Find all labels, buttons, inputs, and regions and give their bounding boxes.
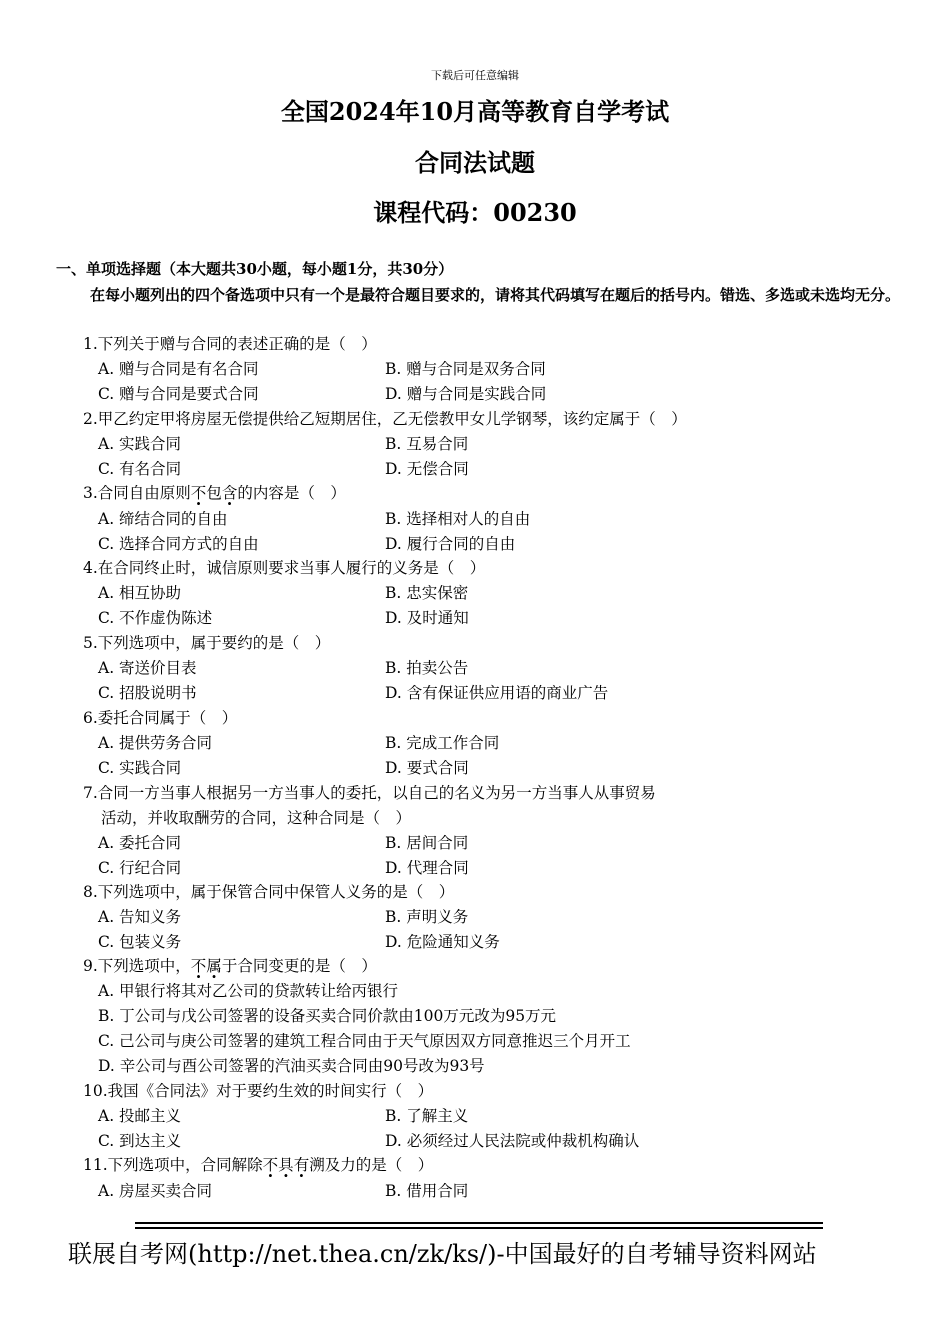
option-a: A. 房屋买卖合同: [98, 1182, 213, 1200]
emphasis-char: 不: [190, 484, 207, 502]
top-note: 下载后可任意编辑: [431, 69, 519, 82]
question-stem: 10.我国《合同法》对于要约生效的时间实行（ ）: [83, 1082, 434, 1100]
emphasis-char: 属: [206, 957, 222, 975]
option-b: B. 忠实保密: [385, 584, 469, 602]
course-code: 课程代码：00230: [373, 198, 577, 227]
option-b: B. 居间合同: [385, 834, 469, 852]
footer-rule-bottom: [135, 1227, 823, 1229]
option-a: A. 告知义务: [98, 908, 182, 926]
question-stem: 2.甲乙约定甲将房屋无偿提供给乙短期居住，乙无偿教甲女儿学钢琴，该约定属于（ ）: [83, 410, 687, 428]
option-d: D. 代理合同: [385, 859, 469, 877]
option-c: C. 到达主义: [98, 1132, 182, 1150]
question-stem: 3.合同自由原则不包含的内容是（ ）: [83, 484, 346, 502]
option-a: A. 相互协助: [98, 584, 182, 602]
option-b: B. 借用合同: [385, 1182, 469, 1200]
option-d: D. 履行合同的自由: [385, 535, 516, 553]
option-a: A. 提供劳务合同: [98, 734, 213, 752]
option-c: C. 选择合同方式的自由: [98, 535, 259, 553]
option-a: A. 赠与合同是有名合同: [98, 360, 259, 378]
option-d: D. 必须经过人民法院或仲裁机构确认: [385, 1132, 640, 1150]
question-stem: 1.下列关于赠与合同的表述正确的是（ ）: [83, 335, 377, 353]
option-b: B. 选择相对人的自由: [385, 510, 531, 528]
option-c: C. 包装义务: [98, 933, 182, 951]
option-c: C. 招股说明书: [98, 684, 197, 702]
option-b: B. 赠与合同是双务合同: [385, 360, 546, 378]
emphasis-char: 含: [221, 484, 238, 502]
footer-link[interactable]: 联展自考网(http://net.thea.cn/zk/ks/)-中国最好的自考辅导资料网站: [68, 1240, 817, 1268]
footer-rule-top: [135, 1222, 823, 1224]
option-a: A. 寄送价目表: [98, 659, 197, 677]
exam-title: 全国2024年10月高等教育自学考试: [280, 97, 670, 126]
instructions: 在每小题列出的四个备选项中只有一个是最符合题目要求的，请将其代码填写在题后的括号内。错选、多选或未选均无分。: [90, 286, 901, 304]
option-b: B. 声明义务: [385, 908, 469, 926]
option-d: D. 辛公司与酉公司签署的汽油买卖合同由90号改为93号: [98, 1057, 485, 1075]
subject-title: 合同法试题: [415, 148, 535, 177]
option-d: D. 无偿合同: [385, 460, 469, 478]
emphasis-char: 不: [262, 1156, 279, 1174]
option-c: C. 行纪合同: [98, 859, 182, 877]
question-stem: 6.委托合同属于（ ）: [83, 709, 238, 727]
emphasis-char: 有: [293, 1156, 310, 1174]
option-b: B. 拍卖公告: [385, 659, 469, 677]
question-stem-continued: 活动，并收取酬劳的合同，这种合同是（ ）: [101, 809, 412, 827]
option-c: C. 实践合同: [98, 759, 182, 777]
option-a: A. 委托合同: [98, 834, 182, 852]
option-a: A. 投邮主义: [98, 1107, 182, 1125]
option-d: D. 要式合同: [385, 759, 469, 777]
option-c: C. 己公司与庚公司签署的建筑工程合同由于天气原因双方同意推迟三个月开工: [98, 1032, 631, 1050]
option-c: C. 不作虚伪陈述: [98, 609, 213, 627]
option-d: D. 赠与合同是实践合同: [385, 385, 547, 403]
question-stem: 7.合同一方当事人根据另一方当事人的委托，以自己的名义为另一方当事人从事贸易: [83, 784, 656, 802]
question-stem: 11.下列选项中，合同解除不具有溯及力的是（ ）: [83, 1156, 434, 1174]
option-d: D. 危险通知义务: [385, 933, 500, 951]
option-b: B. 了解主义: [385, 1107, 469, 1125]
option-a: A. 缔结合同的自由: [98, 510, 228, 528]
emphasis-char: 具: [278, 1156, 294, 1174]
option-b: B. 丁公司与戊公司签署的设备买卖合同价款由100万元改为95万元: [98, 1007, 557, 1025]
section-heading: 一、单项选择题（本大题共30小题，每小题1分，共30分）: [56, 260, 454, 278]
option-c: C. 有名合同: [98, 460, 182, 478]
option-c: C. 赠与合同是要式合同: [98, 385, 259, 403]
option-a: A. 甲银行将其对乙公司的贷款转让给丙银行: [98, 982, 399, 1000]
option-b: B. 完成工作合同: [385, 734, 500, 752]
emphasis-char: 不: [190, 957, 207, 975]
option-d: D. 含有保证供应用语的商业广告: [385, 684, 609, 702]
question-stem: 4.在合同终止时，诚信原则要求当事人履行的义务是（ ）: [83, 559, 486, 577]
option-b: B. 互易合同: [385, 435, 469, 453]
option-d: D. 及时通知: [385, 609, 469, 627]
question-stem: 9.下列选项中，不属于合同变更的是（ ）: [83, 957, 377, 975]
question-stem: 8.下列选项中，属于保管合同中保管人义务的是（ ）: [83, 883, 455, 901]
option-a: A. 实践合同: [98, 435, 182, 453]
question-stem: 5.下列选项中，属于要约的是（ ）: [83, 634, 331, 652]
